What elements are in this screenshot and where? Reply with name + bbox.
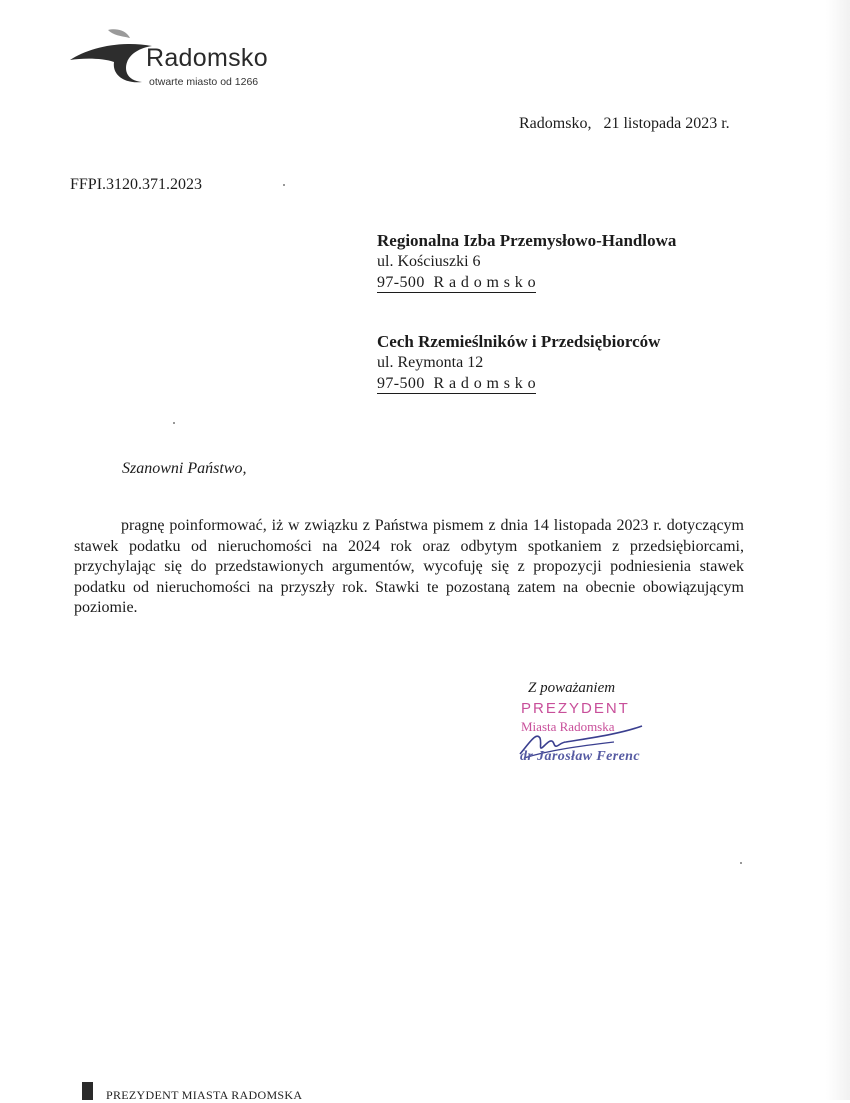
footer-title: PREZYDENT MIASTA RADOMSKA — [106, 1088, 303, 1102]
reference-number: FFPI.3120.371.2023 — [70, 176, 203, 193]
salutation: Szanowni Państwo, — [122, 460, 247, 477]
stamp-person: dr Jarosław Ferenc — [520, 749, 640, 764]
swoosh-icon — [68, 26, 158, 86]
addressee-city: 97-500 R a d o m s k o — [377, 375, 536, 392]
page-edge — [826, 0, 850, 1100]
footer-mark — [82, 1082, 93, 1100]
scan-speck — [283, 184, 285, 186]
addressee-2 — [377, 331, 660, 394]
letter-body: pragnę poinformować, iż w związku z Państwa pismem z dnia 14 listopada 2023 r. dotyczącym stawek podatku od nieruchomości na 2024 rok oraz odbytym spotkaniem z przedsiębiorcami, przychylając się do przedstawionych argumentów, wycofuję się z propozycji podniesienia stawek podatku od nieruchomości na przyszły rok. Stawki te pozostaną zatem na obecnie obowiązującym poziomie. — [74, 517, 744, 616]
scan-speck — [173, 422, 175, 424]
logo-name: Radomsko — [146, 44, 268, 72]
closing: Z poważaniem — [528, 680, 616, 696]
addressee-name: Regionalna Izba Przemysłowo-Handlowa — [377, 231, 677, 250]
addressee-city: 97-500 R a d o m s k o — [377, 274, 536, 291]
addressee-name: Cech Rzemieślników i Przedsiębiorców — [377, 332, 661, 351]
addressee-street: ul. Reymonta 12 — [377, 354, 484, 371]
logo-tagline: otwarte miasto od 1266 — [149, 76, 259, 88]
stamp-title: PREZYDENT — [521, 700, 630, 717]
place-date: Radomsko, 21 listopada 2023 r. — [519, 115, 730, 132]
addressee-1 — [377, 230, 676, 293]
addressee-street: ul. Kościuszki 6 — [377, 253, 481, 270]
scan-speck — [740, 862, 742, 864]
stamp-office: Miasta Radomska — [521, 719, 615, 734]
city-logo — [68, 26, 283, 96]
